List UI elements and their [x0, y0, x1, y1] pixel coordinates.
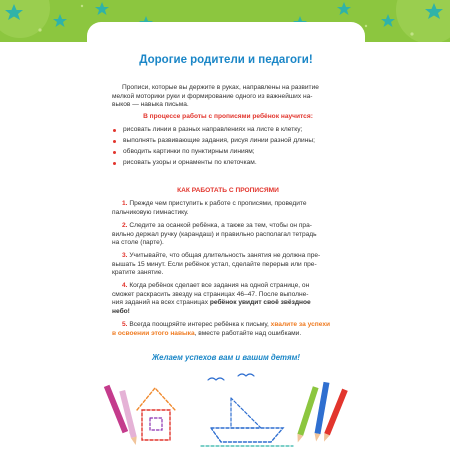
step-text: Следите за осанкой ребёнка, а также за тем, чтобы он пра-: [127, 222, 312, 229]
step-1: [112, 200, 344, 217]
step-text: , вместе работайте над ошибками.: [194, 329, 302, 337]
step-highlight: в освоении этого навыка: [112, 329, 195, 337]
step-2: [112, 222, 344, 248]
step-text: сможет раскрасить звезду на страницах 46–47. После выполне-: [112, 290, 309, 298]
step-text: на столе (парте).: [112, 239, 164, 247]
skill-text: выполнять развивающие задания, рисуя линии разной длины;: [123, 136, 315, 144]
skill-text: рисовать линии в разных направлениях на листе в клетку;: [123, 126, 303, 133]
house-drawing: [137, 388, 175, 440]
step-text: ния заданий на всех страницах: [112, 299, 210, 307]
step-text: Всегда поощряйте интерес ребёнка к письму,: [127, 321, 271, 328]
bullet-icon: [113, 162, 116, 165]
skills-list: [112, 126, 344, 170]
skill-text: обводить картинки по пунктирным линиям;: [123, 147, 255, 155]
step-5: [112, 321, 344, 338]
list-item: [112, 148, 344, 157]
intro-line: мелкой моторики руки и формирование одного из важнейших на-: [112, 92, 313, 100]
step-text: Прежде чем приступить к работе с прописями, проведите: [127, 200, 307, 207]
bird-drawing: [208, 374, 254, 380]
step-4: [112, 282, 344, 316]
skills-heading: В процессе работы с прописями ребёнок научится:: [143, 113, 313, 120]
step-text: Учитывайте, что общая длительность занятия не должна пре-: [127, 252, 321, 259]
step-number: 1.: [122, 200, 128, 207]
closing-message: Желаем успехов вам и вашим детям!: [152, 353, 300, 362]
step-number: 3.: [122, 252, 128, 259]
list-item: [112, 137, 344, 146]
page-title: Дорогие родители и педагоги!: [139, 54, 313, 66]
step-text: пальчиковую гимнастику.: [112, 208, 189, 216]
step-text: вышать 15 минут. Если ребёнок устал, сделайте перерыв или пре-: [112, 260, 317, 268]
boat-drawing: [201, 398, 293, 446]
intro-line: выков — навыка письма.: [112, 101, 189, 109]
intro-line: Прописи, которые вы держите в руках, направлены на развитие: [122, 84, 319, 91]
step-text: Когда ребёнок сделает все задания на одной странице, он: [127, 282, 310, 289]
bullet-icon: [113, 140, 116, 143]
step-number: 4.: [122, 282, 128, 289]
bottom-illustration: [87, 370, 365, 450]
step-3: [112, 252, 344, 278]
intro-paragraph: [112, 84, 344, 110]
skill-text: рисовать узоры и орнаменты по клеточкам.: [123, 158, 257, 166]
list-item: [112, 126, 344, 135]
bullet-icon: [113, 151, 116, 154]
step-text: вильно держал ручку (карандаш) и правильно располагал тетрадь: [112, 230, 317, 238]
howto-heading: КАК РАБОТАТЬ С ПРОПИСЯМИ: [177, 187, 279, 194]
step-number: 2.: [122, 222, 128, 229]
bullet-icon: [113, 129, 116, 132]
step-text: кратите занятие.: [112, 269, 164, 277]
list-item: [112, 159, 344, 168]
step-highlight: ребёнок увидит своё звёздное: [209, 299, 311, 307]
step-number: 5.: [122, 321, 128, 328]
step-highlight: небо!: [112, 307, 130, 315]
step-highlight: хвалите за успехи: [270, 321, 331, 328]
